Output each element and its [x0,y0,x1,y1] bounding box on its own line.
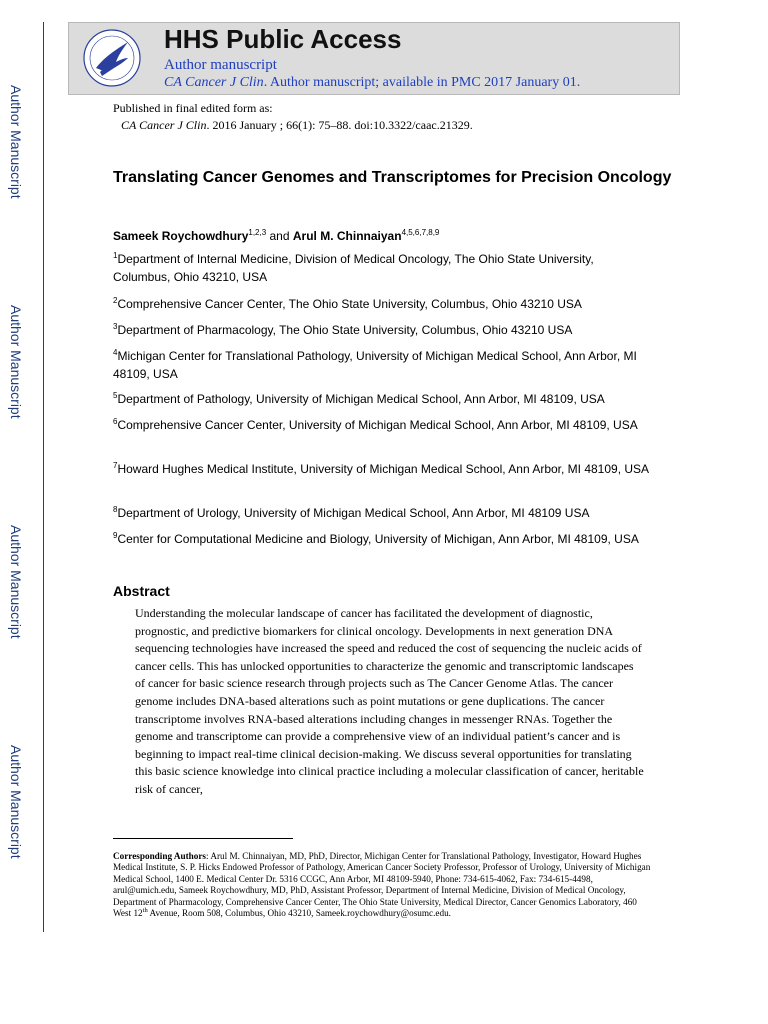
journal-availability: CA Cancer J Clin. Author manuscript; available in PMC 2017 January 01. [164,75,581,90]
sidebar-rule [43,22,44,932]
affiliation: $^8$Department of Urology, University of Michigan Medical School, Ann Arbor, MI 48109 USA [113,505,590,520]
author-name: Sameek Roychowdhury [113,229,249,243]
affiliation: $^5$Department of Pathology, University of Michigan Medical School, Ann Arbor, MI 48109, USA [113,391,605,406]
published-citation: Published in final edited form as: CA Cancer J Clin. 2016 January ; 66(1): 75–88. doi:10.3322/caac.21329. [113,101,473,132]
article-title: Translating Cancer Genomes and Transcriptomes for Precision Oncology [113,169,672,186]
affiliation: $^7$Howard Hughes Medical Institute, University of Michigan Medical School, Ann Arbor, MI 48109, USA [113,461,650,476]
affiliation: $^6$Comprehensive Cancer Center, University of Michigan Medical School, Ann Arbor, MI 48109, USA [113,417,638,432]
author-manuscript-label: Author manuscript [164,57,277,73]
author-list: Sameek Roychowdhury$^{1,2,3}$ and Arul M. Chinnaiyan$^{4,5,6,7,8,9}$ [113,228,440,243]
hhs-eagle-seal-icon [82,28,142,88]
affiliation: $^1$Department of Internal Medicine, Division of Medical Oncology, The Ohio State University, Columbus, Ohio 43210, USA [113,251,594,284]
footnote-divider [113,838,293,839]
affiliation: $^9$Center for Computational Medicine and Biology, University of Michigan, Ann Arbor, MI 48109, USA [113,531,639,546]
corresponding-authors-footnote: Corresponding Authors: Arul M. Chinnaiyan, MD, PhD, Director, Michigan Center for Translational Pathology, Investigator, Howard Hughes Medical Institute, S. P. Hicks Endowed Professor of Pathology, American Cancer Society Professor, Professor of Urology, University of Michigan Medical School, 1400 E. Medical Center Dr. 5316 CCGC, Ann Arbor, MI 48109-5940, Phone: 734-615-4062, Fax: 734-615-4498, arul@umich.edu, Sameek Roychowdhury, MD, PhD, Assistant Professor, Department of Internal Medicine, Division of Medical Oncology, Department of Pharmacology, Comprehensive Cancer Center, The Ohio State University, Medical Director, Cancer Genomics Laboratory, 460 West 12th Avenue, Room 508, Columbus, Ohio 43210, Sameek.roychowdhury@osumc.edu. [113,851,651,919]
abstract-heading: Abstract [113,583,170,599]
affiliation: $^3$Department of Pharmacology, The Ohio State University, Columbus, Ohio 43210 USA [113,322,573,337]
author-name: Arul M. Chinnaiyan [292,229,402,243]
abstract-body: Understanding the molecular landscape of cancer has facilitated the development of diagnostic, prognostic, and predictive biomarkers for clinical oncology. Developments in next generation DNA sequencing technologies have increased the speed and reduced the cost of sequencing the nucleic acids of cancer cells. This has unlocked opportunities to characterize the genomic and transcriptomic landscapes of cancer for basic science research through projects such as The Cancer Genome Atlas. The cancer genome includes DNA-based alterations such as point mutations or gene duplications. The cancer transcriptome involves RNA-based alterations including changes in messenger RNAs. Together the genome and transcriptome can provide a comprehensive view of an individual patient’s cancer and is beginning to impact real-time clinical decision-making. We discuss several opportunities for translating this basic science knowledge into clinical practice including a molecular classification of cancer, heritable risk of cancer, [135,606,644,796]
hhs-title: HHS Public Access [164,24,402,54]
affiliation: $^2$Comprehensive Cancer Center, The Ohio State University, Columbus, Ohio 43210 USA [113,296,582,311]
affiliation: $^4$Michigan Center for Translational Pathology, University of Michigan Medical School, Ann Arbor, MI 48109, USA [113,348,637,381]
